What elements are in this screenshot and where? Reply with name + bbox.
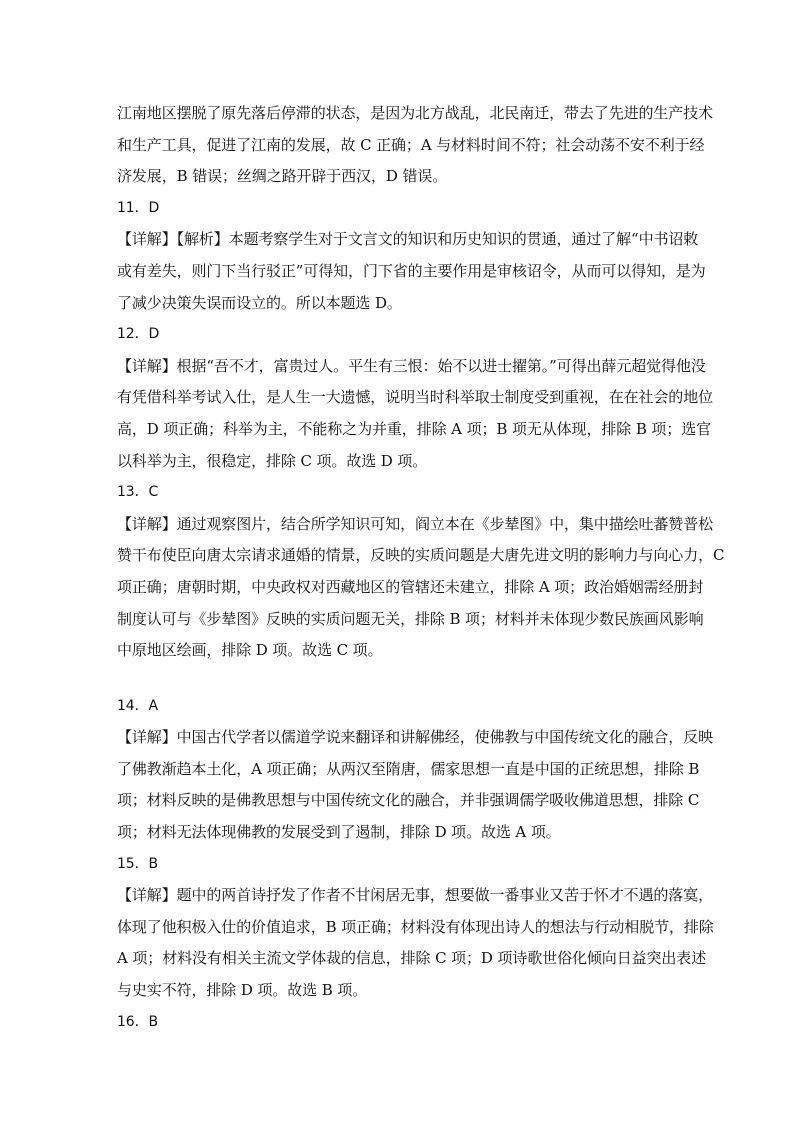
text-line: 江南地区摆脱了原先落后停滞的状态，是因为北方战乱，北民南迁，带去了先进的生产技术 [117, 104, 714, 122]
text-line: 赞干布使臣向唐太宗请求通婚的情景，反映的实质问题是大唐先进文明的影响力与向心力，C [117, 546, 725, 565]
text-line: A 项；材料没有相关主流文学体裁的信息，排除 C 项；D 项诗歌世俗化倾向日益突出表述 [117, 949, 707, 968]
question-number: 13．C [117, 484, 159, 501]
text-line: 以科举为主，很稳定，排除 C 项。故选 D 项。 [117, 451, 428, 470]
text-line: 项；材料反映的是佛教思想与中国传统文化的融合，并非强调儒学吸收佛道思想，排除 C [117, 791, 700, 810]
text-line: 项正确；唐朝时期，中央政权对西藏地区的管辖还未建立，排除 A 项；政治婚姻需经册封 [117, 577, 704, 596]
text-line: 【详解】题中的两首诗抒发了作者不甘闲居无事，想要做一番事业又苦于怀才不遇的落寞， [117, 886, 714, 905]
answer-block-10-continuation [117, 98, 714, 193]
answer-block-12 [117, 319, 714, 477]
answer-content [117, 98, 725, 1038]
text-line: 高，D 项正确；科举为主，不能称之为并重，排除 A 项；B 项无从体现，排除 B 项；选官 [117, 419, 712, 438]
answer-block-16 [117, 1007, 697, 1039]
text-line: 【详解】通过观察图片，结合所学知识可知，阎立本在《步辇图》中，集中描绘吐蕃赞普松 [117, 514, 714, 533]
answer-block-11 [117, 193, 706, 319]
question-number: 16．B [117, 1013, 159, 1030]
text-line: 【详解】【解析】本题考察学生对于文言文的知识和历史知识的贯通，通过了解“中书诏敕 [117, 230, 699, 249]
text-line: 了佛教渐趋本土化，A 项正确；从两汉至隋唐，儒家思想一直是中国的正统思想，排除 B [117, 759, 700, 778]
text-line: 中原地区绘画，排除 D 项。故选 C 项。 [117, 641, 383, 660]
text-line: 体现了他积极入仕的价值追求，B 项正确；材料没有体现出诗人的想法与行动相脱节，排除 [117, 917, 714, 936]
text-line: 济发展，B 错误；丝绸之路开辟于西汉，D 错误。 [117, 167, 448, 186]
text-line: 有凭借科举考试入仕，是人生一大遗憾，说明当时科举取士制度受到重视，在在社会的地位 [117, 388, 714, 407]
text-line: 与史实不符，排除 D 项。故选 B 项。 [117, 981, 368, 1000]
question-number: 12．D [117, 326, 160, 343]
text-line: 【详解】根据“吾不才，富贵过人。平生有三恨：始不以进士擢第。”可得出薛元超觉得他没 [117, 356, 706, 375]
answer-block-14 [117, 691, 714, 849]
text-line: 项；材料无法体现佛教的发展受到了遏制，排除 D 项。故选 A 项。 [117, 823, 561, 842]
question-number: 14．A [117, 697, 158, 714]
text-line: 制度认可与《步辇图》反映的实质问题无关，排除 B 项；材料并未体现少数民族画风影响 [117, 609, 704, 628]
question-number: 11．D [117, 199, 160, 216]
text-line: 或有差失，则门下当行驳正”可得知，门下省的主要作用是审核诏令，从而可以得知，是为 [117, 261, 706, 280]
text-line: 【详解】中国古代学者以儒道学说来翻译和讲解佛经，使佛教与中国传统文化的融合，反映 [117, 728, 714, 747]
question-number: 15．B [117, 855, 159, 872]
answer-block-15 [117, 849, 714, 1007]
blank-spacer [117, 667, 697, 691]
text-line: 了减少决策失误而设立的。所以本题选 D。 [117, 293, 402, 312]
answer-block-13 [117, 477, 725, 667]
text-line: 和生产工具，促进了江南的发展，故 C 正确；A 与材料时间不符；社会动荡不安不利于经 [117, 135, 705, 154]
